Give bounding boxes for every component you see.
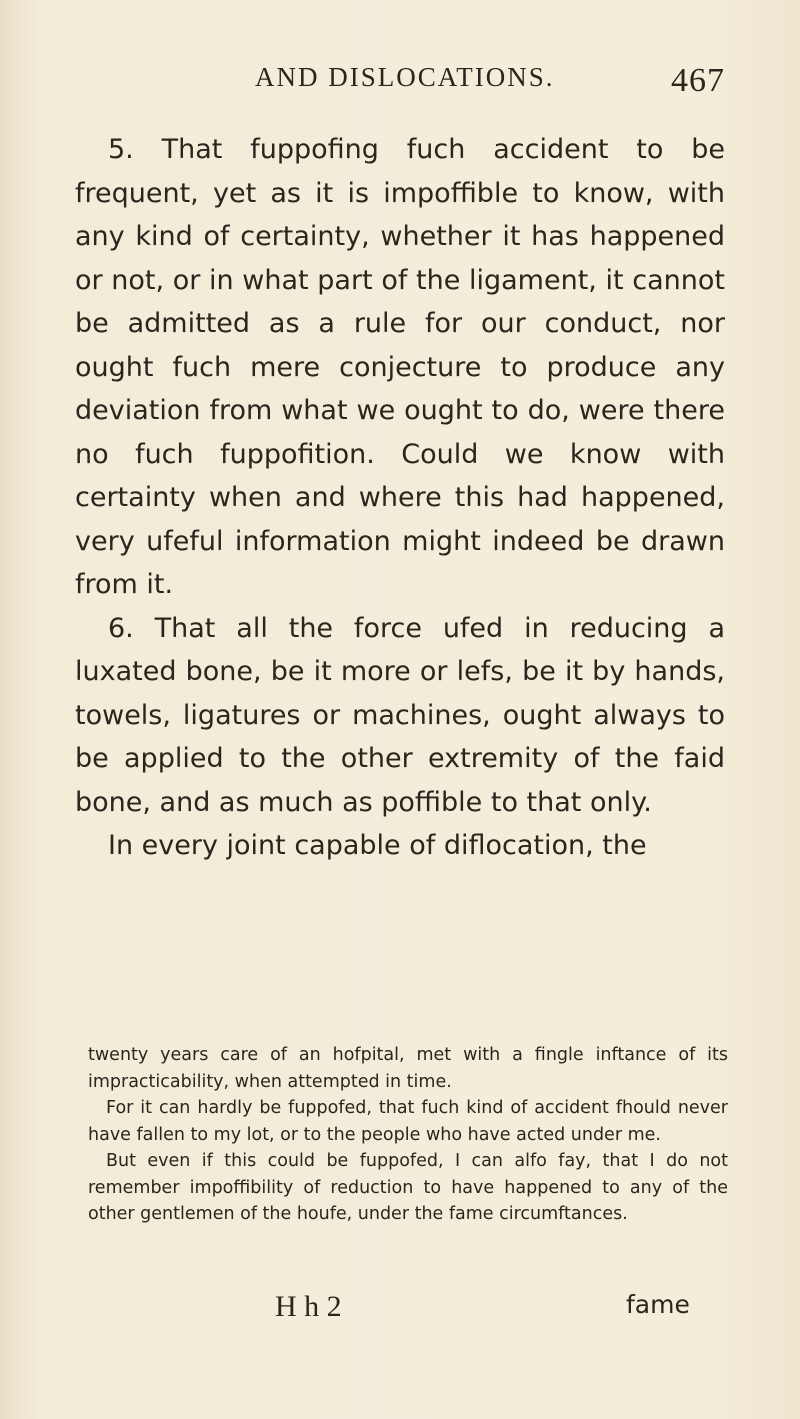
footnote-paragraph: But even if this could be fuppofed, I can alfo fay, that I do not remember impoffibility of reduction to have happened to any of the other gentlemen of the houfe, under the fame circumftances.: [88, 1151, 728, 1224]
footnotes: [88, 1042, 728, 1228]
running-head-title: AND DISLOCATIONS.: [255, 62, 555, 92]
running-head: [255, 62, 725, 99]
footnote-paragraph: For it can hardly be fuppofed, that fuch kind of accident fhould never have fallen to my lot, or to the people who have acted under me.: [88, 1098, 728, 1145]
page-number: 467: [671, 62, 725, 99]
paragraph-5: 5. That fuppofing fuch accident to be frequent, yet as it is impoffible to know, with any kind of certainty, whether it has happened or not, or in what part of the ligament, it cannot be admitted as a rule for our conduct, nor ought fuch mere conjecture to produce any deviation from what we ought to do, were there no fuch fuppofition. Could we know with certainty when and where this had happened, very ufeful information might indeed be drawn from it.: [75, 134, 725, 600]
paragraph-6: 6. That all the force ufed in reducing a luxated bone, be it more or lefs, be it by hands, towels, ligatures or machines, ought always to be applied to the other extremity of the faid bone, and as much as poffible to that only.: [75, 612, 725, 818]
page-footer: [0, 1290, 800, 1330]
signature-mark: H h 2: [275, 1290, 342, 1323]
catchword: fame: [626, 1290, 690, 1319]
paragraph-dislocation: In every joint capable of diflocation, the: [108, 830, 647, 861]
footnote-continuation: twenty years care of an hofpital, met with a fingle inftance of its impracticability, when attempted in time.: [88, 1045, 728, 1092]
main-text: [75, 128, 725, 868]
